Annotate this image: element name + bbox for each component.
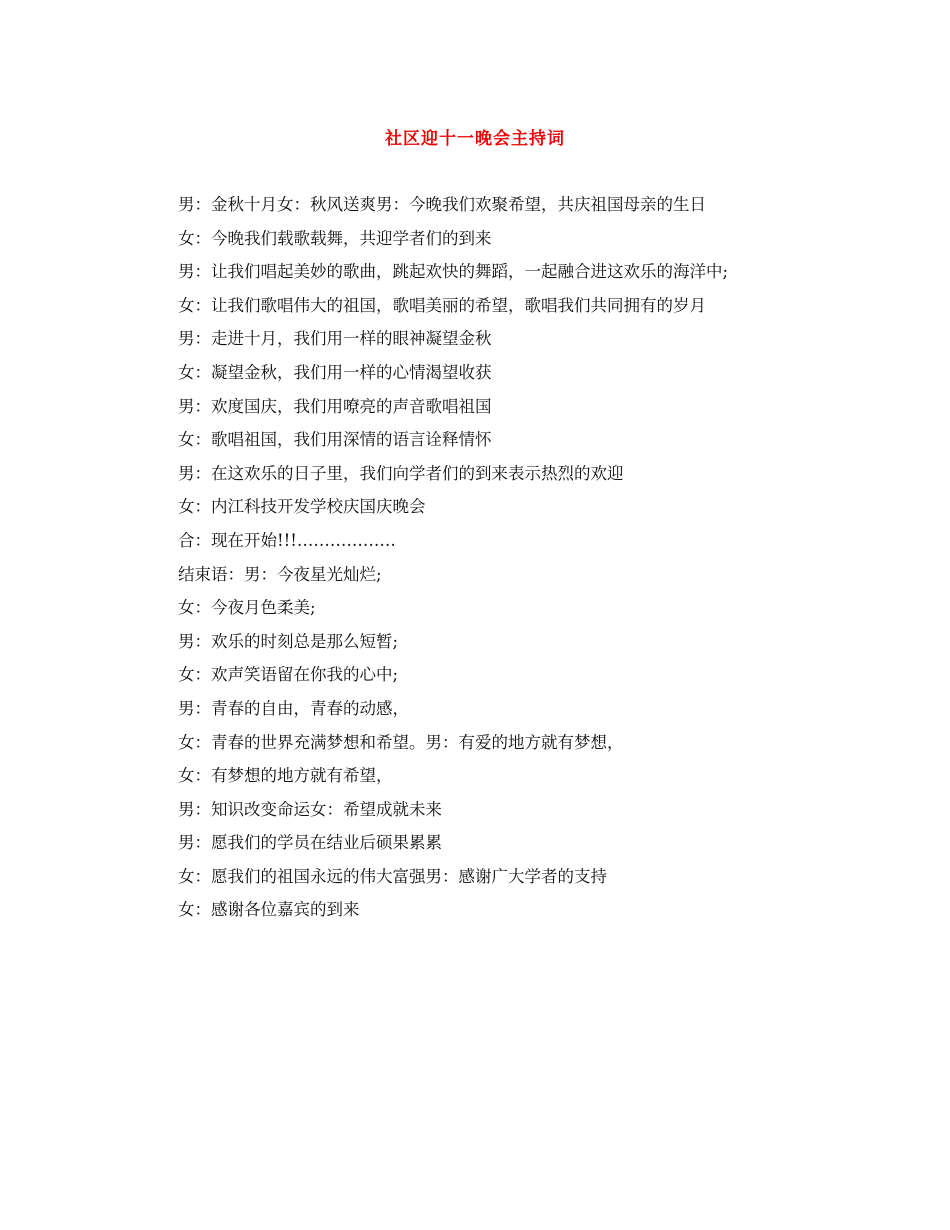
script-line: 男：金秋十月女：秋风送爽男：今晚我们欢聚希望，共庆祖国母亲的生日	[178, 195, 706, 214]
document-title: 社区迎十一晚会主持词	[385, 129, 565, 149]
script-line: 男：知识改变命运女：希望成就未来	[178, 799, 442, 819]
script-line: 男：让我们唱起美妙的歌曲，跳起欢快的舞蹈，一起融合进这欢乐的海洋中;	[178, 262, 729, 282]
script-line: 女：歌唱祖国，我们用深情的语言诠释情怀	[178, 430, 492, 450]
script-line: 女：凝望金秋，我们用一样的心情渴望收获	[178, 362, 492, 382]
script-line: 女：愿我们的祖国永远的伟大富强男：感谢广大学者的支持	[178, 866, 607, 886]
script-line: 男：欢乐的时刻总是那么短暂;	[178, 631, 399, 651]
script-lines	[178, 193, 878, 932]
script-line: 女：让我们歌唱伟大的祖国，歌唱美丽的希望，歌唱我们共同拥有的岁月	[178, 295, 706, 315]
script-line: 女：内江科技开发学校庆国庆晚会	[178, 497, 426, 517]
script-line: 男：走进十月，我们用一样的眼神凝望金秋	[178, 329, 492, 349]
script-line: 男：在这欢乐的日子里，我们向学者们的到来表示热烈的欢迎	[178, 463, 624, 483]
script-line: 男：欢度国庆，我们用嘹亮的声音歌唱祖国	[178, 396, 492, 416]
script-line: 男：青春的自由，青春的动感，	[178, 698, 409, 718]
script-line: 结束语：男：今夜星光灿烂;	[178, 564, 382, 584]
script-line: 女：有梦想的地方就有希望，	[178, 766, 393, 786]
script-line: 女：青春的世界充满梦想和希望。男：有爱的地方就有梦想，	[178, 732, 624, 752]
script-line: 女：今晚我们载歌载舞，共迎学者们的到来	[178, 228, 492, 248]
script-line: 女：感谢各位嘉宾的到来	[178, 900, 360, 920]
script-line: 合：现在开始!!!………………	[178, 530, 396, 550]
script-line: 男：愿我们的学员在结业后硕果累累	[178, 833, 442, 853]
script-line: 女：今夜月色柔美;	[178, 598, 316, 618]
script-line: 女：欢声笑语留在你我的心中;	[178, 665, 399, 685]
